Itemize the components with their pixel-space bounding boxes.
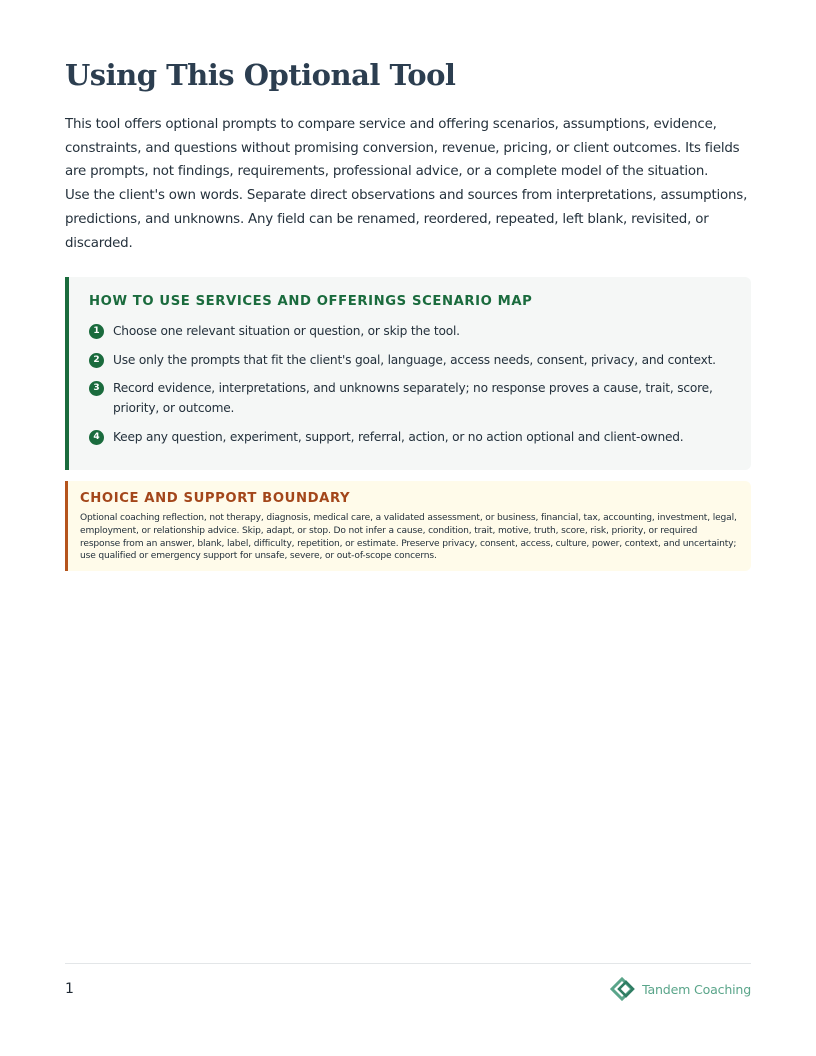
page-title: Using This Optional Tool bbox=[65, 58, 456, 92]
step-number-badge: 1 bbox=[89, 324, 104, 339]
list-item bbox=[89, 321, 729, 341]
step-text: Use only the prompts that fit the client's goal, language, access needs, consent, privacy, and context. bbox=[113, 353, 716, 367]
step-number-badge: 4 bbox=[89, 430, 104, 445]
intro-paragraph: Use the client's own words. Separate direct observations and sources from interpretations, assumptions, predictions, and unknowns. Any field can be renamed, reordered, repeated, left blank, revisited, or discarded. bbox=[65, 188, 748, 251]
list-item bbox=[89, 427, 729, 447]
boundary-text: Optional coaching reflection, not therapy, diagnosis, medical care, a validated assessment, or business, financial, tax, accounting, investment, legal, employment, or relationship advice. Skip, adapt, or stop. Do not infer a cause, condition, trait, motive, truth, score, risk, priority, or required response from an answer, blank, label, difficulty, repetition, or estimate. Preserve privacy, consent, access, culture, power, context, and uncertainty; use qualified or emergency support for unsafe, severe, or out-of-scope concerns. bbox=[80, 513, 737, 562]
step-list bbox=[89, 321, 729, 447]
boundary-notice bbox=[65, 481, 751, 571]
boundary-heading: CHOICE AND SUPPORT BOUNDARY bbox=[80, 491, 351, 506]
footer-divider bbox=[65, 963, 751, 964]
list-item bbox=[89, 378, 729, 418]
intro-paragraph: This tool offers optional prompts to compare service and offering scenarios, assumptions, evidence, constraints, and questions without promising conversion, revenue, pricing, or client outcomes. Its fields are prompts, not findings, requirements, professional advice, or a complete model of the situation. bbox=[65, 117, 740, 180]
step-number-badge: 3 bbox=[89, 381, 104, 396]
step-text: Keep any question, experiment, support, referral, action, or no action optional and client-owned. bbox=[113, 430, 684, 444]
diamond-logo-icon bbox=[610, 977, 638, 1001]
brand-logo bbox=[610, 977, 751, 1001]
step-number-badge: 2 bbox=[89, 353, 104, 368]
brand-name: Tandem Coaching bbox=[642, 981, 751, 997]
step-text: Choose one relevant situation or question, or skip the tool. bbox=[113, 324, 460, 338]
how-to-panel bbox=[65, 277, 751, 470]
page-number: 1 bbox=[65, 981, 74, 997]
list-item bbox=[89, 350, 729, 370]
how-to-heading: HOW TO USE SERVICES AND OFFERINGS SCENARIO MAP bbox=[89, 294, 533, 309]
intro bbox=[65, 113, 751, 255]
step-text: Record evidence, interpretations, and unknowns separately; no response proves a cause, trait, score, priority, or outcome. bbox=[113, 381, 713, 415]
